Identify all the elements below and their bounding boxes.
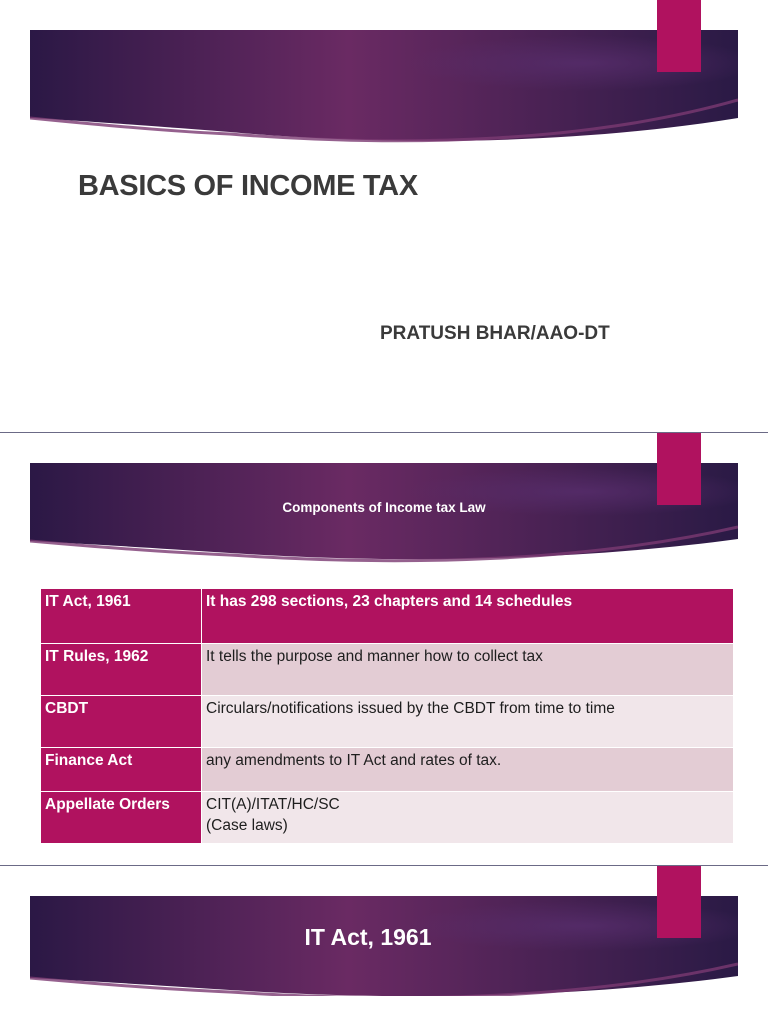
slide-title: IT Act, 1961	[304, 924, 432, 950]
row-value-line: (Case laws)	[206, 816, 288, 834]
presentation-title: BASICS OF INCOME TAX	[78, 170, 418, 202]
row-key: Appellate Orders	[41, 791, 202, 843]
header-banner	[30, 463, 738, 563]
components-table	[41, 589, 733, 844]
row-value	[202, 791, 734, 843]
slide-it-act	[0, 866, 768, 1024]
header-banner	[30, 30, 738, 144]
row-key: CBDT	[41, 695, 202, 747]
accent-ribbon	[657, 433, 701, 505]
row-value: It tells the purpose and manner how to collect tax	[202, 643, 734, 695]
table-row	[41, 695, 733, 747]
table-row	[41, 589, 733, 643]
slide-title: Components of Income tax Law	[282, 500, 486, 515]
table-row	[41, 643, 733, 695]
presentation-author: PRATUSH BHAR/AAO-DT	[380, 323, 610, 344]
row-key: IT Act, 1961	[41, 589, 202, 643]
row-value: Circulars/notifications issued by the CBDT from time to time	[202, 695, 734, 747]
accent-ribbon	[657, 866, 701, 938]
header-banner	[30, 896, 738, 996]
table-row	[41, 747, 733, 791]
table-row	[41, 791, 733, 843]
slide-title	[0, 0, 768, 432]
row-value: any amendments to IT Act and rates of tax.	[202, 747, 734, 791]
row-key: IT Rules, 1962	[41, 643, 202, 695]
row-key: Finance Act	[41, 747, 202, 791]
banner-shape	[30, 30, 738, 144]
row-value-line: CIT(A)/ITAT/HC/SC	[206, 795, 340, 813]
accent-ribbon	[657, 0, 701, 72]
row-value: It has 298 sections, 23 chapters and 14 schedules	[202, 589, 734, 643]
